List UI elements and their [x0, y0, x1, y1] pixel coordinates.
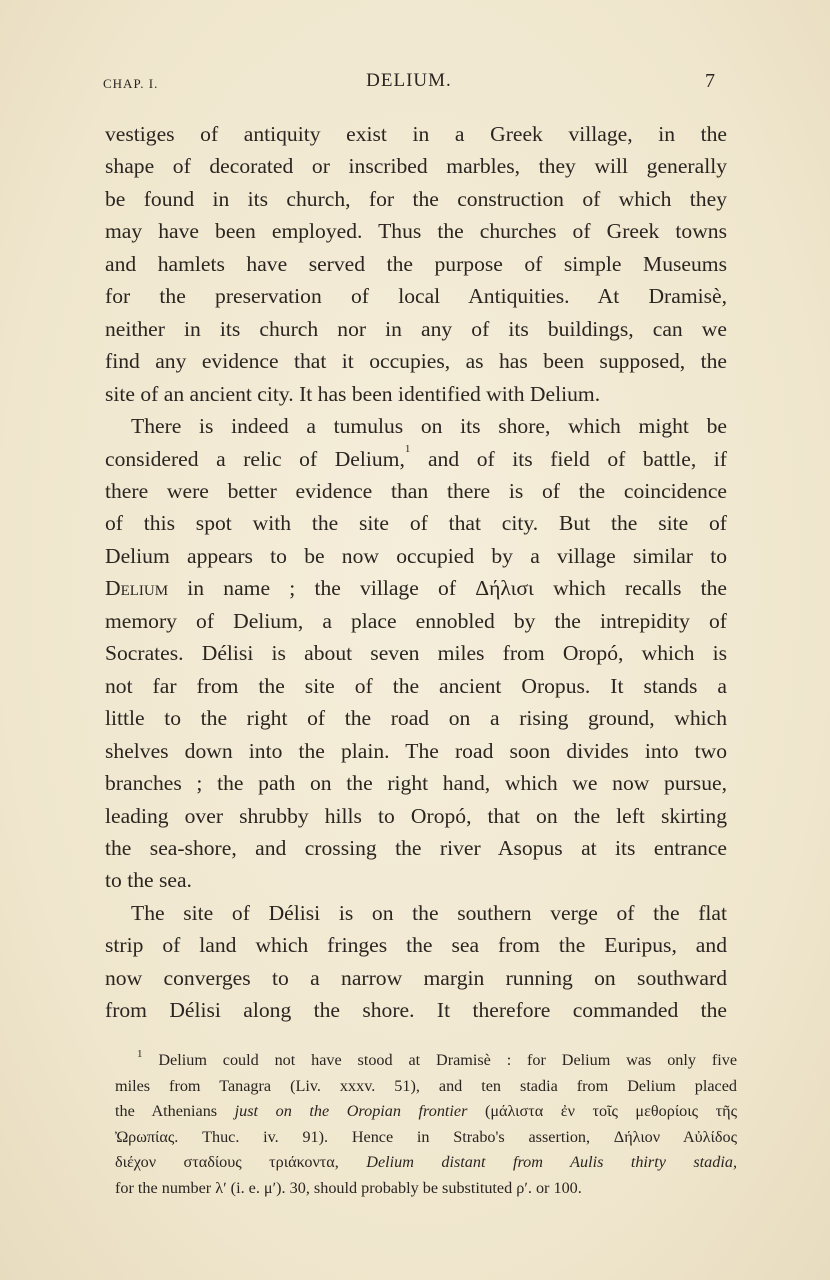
- text-line: site of an ancient city. It has been identified with Delium.: [105, 381, 601, 406]
- text-line: vestiges of antiquity exist in a Greek village, in the: [105, 122, 727, 146]
- text-line: find any evidence that it occupies, as has been supposed, the: [105, 349, 727, 374]
- text-line: little to the right of the road on a rising ground, which: [105, 706, 727, 731]
- text-line: shelves down into the plain. The road soon divides into two: [105, 738, 727, 763]
- running-header: [103, 68, 715, 98]
- text-line: leading over shrubby hills to Oropó, that on the left skirting: [105, 803, 727, 828]
- footnote-line: Ὠρωπίας. Thuc. iv. 91). Hence in Strabo's assertion, Δήλιον Αὐλίδος: [115, 1127, 737, 1146]
- text-fragment: in name ; the village of: [168, 576, 476, 601]
- text-line: to the sea.: [105, 868, 192, 893]
- footnote-line: [115, 1150, 737, 1176]
- greek-word: Δήλισι: [475, 576, 534, 601]
- text-line: from Délisi along the shore. It therefore commanded the: [105, 998, 727, 1023]
- footnote-greek: διέχον σταδίους τριάκοντα,: [115, 1153, 367, 1171]
- footnote-line: for the number λʹ (i. e. μʹ). 30, should probably be substituted ρʹ. or 100.: [115, 1178, 582, 1197]
- text-line: the sea-shore, and crossing the river Asopus at its entrance: [105, 835, 727, 860]
- text-line: for the preservation of local Antiquities. At Dramisè,: [105, 284, 727, 309]
- text-line: [105, 572, 727, 604]
- footnote-reference: 1: [404, 442, 411, 455]
- footnote-text: Delium could not have stood at Dramisè : for Delium was only five: [158, 1051, 737, 1069]
- chapter-label: CHAP. I.: [103, 76, 159, 91]
- text-line: now converges to a narrow margin running on southward: [105, 965, 727, 990]
- text-line: and hamlets have served the purpose of simple Museums: [105, 251, 727, 276]
- footnote-line: [115, 1099, 737, 1125]
- text-fragment: considered a relic of Delium,: [105, 446, 405, 471]
- text-line: memory of Delium, a place ennobled by the intrepidity of: [105, 608, 727, 633]
- text-line: Delium appears to be now occupied by a village similar to: [105, 543, 727, 568]
- footnotes: [115, 1048, 737, 1201]
- page-number: 7: [705, 70, 715, 92]
- text-line: not far from the site of the ancient Oropus. It stands a: [105, 673, 727, 698]
- footnote-text: the Athenians: [115, 1102, 235, 1120]
- footnote-marker: 1: [137, 1048, 143, 1060]
- small-caps-word: Delium: [105, 576, 169, 601]
- text-line: of this spot with the site of that city. But the site of: [105, 511, 727, 536]
- footnote-line: miles from Tanagra (Liv. xxxv. 51), and ten stadia from Delium placed: [115, 1076, 737, 1095]
- footnote-line: [115, 1048, 737, 1074]
- text-line: may have been employed. Thus the churches of Greek towns: [105, 219, 727, 244]
- text-line: neither in its church nor in any of its buildings, can we: [105, 316, 727, 341]
- text-line: Socrates. Délisi is about seven miles from Oropó, which is: [105, 641, 727, 666]
- text-line: [105, 443, 727, 475]
- text-line: shape of decorated or inscribed marbles, they will generally: [105, 154, 727, 179]
- text-line: branches ; the path on the right hand, which we now pursue,: [105, 771, 727, 796]
- footnote-italic: Delium distant from Aulis thirty stadia,: [366, 1153, 737, 1171]
- text-line: The site of Délisi is on the southern verge of the flat: [131, 900, 727, 925]
- text-fragment: and of its field of battle, if: [410, 446, 727, 471]
- text-fragment: which recalls the: [533, 576, 727, 601]
- text-line: there were better evidence than there is of the coincidence: [105, 478, 727, 503]
- text-line: strip of land which fringes the sea from the Euripus, and: [105, 933, 727, 958]
- body-text: [105, 118, 727, 1027]
- footnote-greek: (μάλιστα ἐν τοῖς μεθορίοις τῆς: [467, 1102, 737, 1120]
- text-line: There is indeed a tumulus on its shore, which might be: [131, 414, 727, 439]
- text-line: be found in its church, for the construction of which they: [105, 186, 727, 211]
- footnote-italic: just on the Oropian frontier: [234, 1102, 468, 1120]
- running-title: DELIUM.: [366, 70, 452, 91]
